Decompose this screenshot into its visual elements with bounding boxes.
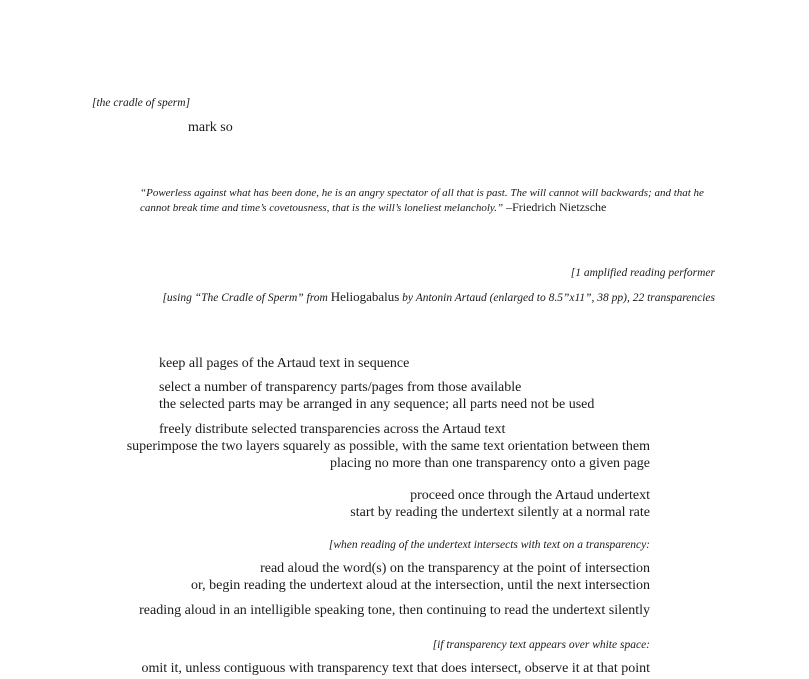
- bracket-title: [the cradle of sperm]: [92, 97, 191, 109]
- epigraph-quote-text: cannot break time and time’s covetousness, that is the will’s loneliest melancholy.”: [140, 202, 504, 214]
- instruction-line: start by reading the undertext silently at a normal rate: [350, 505, 650, 520]
- instruction-line: or, begin reading the undertext aloud at the intersection, until the next intersection: [191, 578, 650, 593]
- instrumentation-book-title: Heliogabalus: [330, 289, 400, 304]
- instruction-line: placing no more than one transparency onto a given page: [330, 456, 650, 471]
- instrumentation-suffix: by Antonin Artaud (enlarged to 8.5”x11”, 38 pp), 22 transparencies: [399, 292, 715, 304]
- instruction-line: read aloud the word(s) on the transparency at the point of intersection: [260, 561, 650, 576]
- instruction-condition: [when reading of the undertext intersects with text on a transparency:: [328, 539, 650, 551]
- instruction-line: freely distribute selected transparencies across the Artaud text: [159, 422, 506, 437]
- instruction-line: superimpose the two layers squarely as possible, with the same text orientation between them: [126, 439, 650, 454]
- instruction-line: select a number of transparency parts/pages from those available: [159, 380, 522, 395]
- epigraph-quote-line2: [140, 200, 606, 215]
- instrumentation-prefix: [using “The Cradle of Sperm” from: [162, 292, 331, 304]
- instruction-line: keep all pages of the Artaud text in sequence: [159, 356, 410, 371]
- epigraph-attribution: –Friedrich Nietzsche: [503, 200, 607, 214]
- instrumentation-line2: [162, 290, 715, 305]
- instruction-line: proceed once through the Artaud undertext: [410, 488, 650, 503]
- author-name: mark so: [188, 120, 233, 135]
- instruction-line: reading aloud in an intelligible speaking tone, then continuing to read the undertext silently: [139, 603, 650, 618]
- instruction-condition: [if transparency text appears over white space:: [432, 639, 650, 651]
- instrumentation-line1: [1 amplified reading performer: [570, 267, 715, 279]
- instruction-line: the selected parts may be arranged in any sequence; all parts need not be used: [159, 397, 595, 412]
- epigraph-quote-line1: “Powerless against what has been done, he is an angry spectator of all that is past. The will cannot will backwards; and that he: [140, 187, 704, 199]
- instruction-line: omit it, unless contiguous with transparency text that does intersect, observe it at that point: [141, 661, 650, 676]
